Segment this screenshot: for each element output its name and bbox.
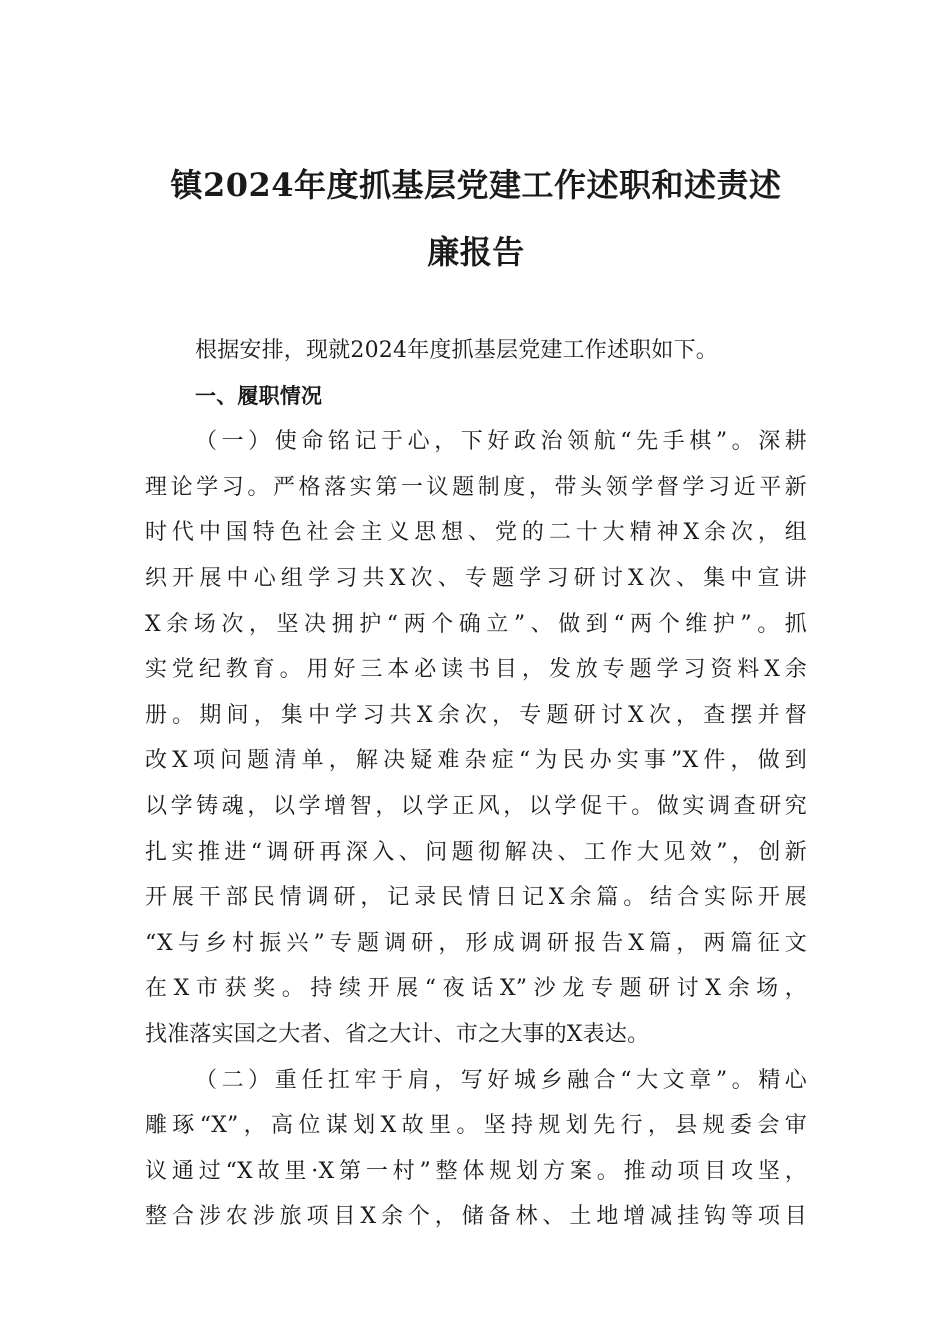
paragraph-line: 雕琢“X”，高位谋划X故里。坚持规划先行，县规委会审 bbox=[145, 1113, 807, 1139]
paragraph-urban-rural-integration bbox=[145, 1058, 807, 1240]
paragraph-line: 理论学习。严格落实第一议题制度，带头领学督学习近平新 bbox=[145, 474, 807, 500]
document-title-line-1: 镇2024年度抓基层党建工作述职和述责述 bbox=[170, 166, 782, 204]
paragraph-line: （一）使命铭记于心，下好政治领航“先手棋”。深耕 bbox=[195, 429, 807, 455]
paragraph-line: 实党纪教育。用好三本必读书目，发放专题学习资料X余 bbox=[145, 657, 807, 683]
paragraph-line: 扎实推进“调研再深入、问题彻解决、工作大见效”，创新 bbox=[145, 839, 807, 865]
paragraph-line: 找准落实国之大者、省之大计、市之大事的X表达。 bbox=[145, 1021, 650, 1047]
document-title-line-2: 廉报告 bbox=[427, 233, 525, 271]
paragraph-line: 在X市获奖。持续开展“夜话X”沙龙专题研讨X余场， bbox=[145, 976, 807, 1002]
paragraph-line: 时代中国特色社会主义思想、党的二十大精神X余次，组 bbox=[145, 520, 807, 546]
paragraph-line: 议通过“X故里·X第一村”整体规划方案。推动项目攻坚， bbox=[145, 1158, 807, 1184]
paragraph-line: 册。期间，集中学习共X余次，专题研讨X次，查摆并督 bbox=[145, 702, 807, 728]
paragraph-political-leadership bbox=[145, 419, 807, 1057]
paragraph-line: 整合涉农涉旅项目X余个，储备林、土地增减挂钩等项目 bbox=[145, 1204, 807, 1230]
paragraph-line: X余场次，坚决拥护“两个确立”、做到“两个维护”。抓 bbox=[145, 611, 807, 637]
section-heading-performance: 一、履职情况 bbox=[195, 383, 323, 408]
paragraph-line: “X与乡村振兴”专题调研，形成调研报告X篇，两篇征文 bbox=[145, 930, 807, 956]
paragraph-line: 以学铸魂，以学增智，以学正风，以学促干。做实调查研究 bbox=[145, 793, 807, 819]
paragraph-line: 开展干部民情调研，记录民情日记X余篇。结合实际开展 bbox=[145, 885, 807, 911]
paragraph-line: 改X项问题清单，解决疑难杂症“为民办实事”X件，做到 bbox=[145, 748, 807, 774]
paragraph-line: 织开展中心组学习共X次、专题学习研讨X次、集中宣讲 bbox=[145, 565, 807, 591]
document-body bbox=[145, 328, 807, 1240]
intro-paragraph: 根据安排，现就2024年度抓基层党建工作述职如下。 bbox=[195, 338, 718, 363]
paragraph-line: （二）重任扛牢于肩，写好城乡融合“大文章”。精心 bbox=[195, 1067, 807, 1093]
